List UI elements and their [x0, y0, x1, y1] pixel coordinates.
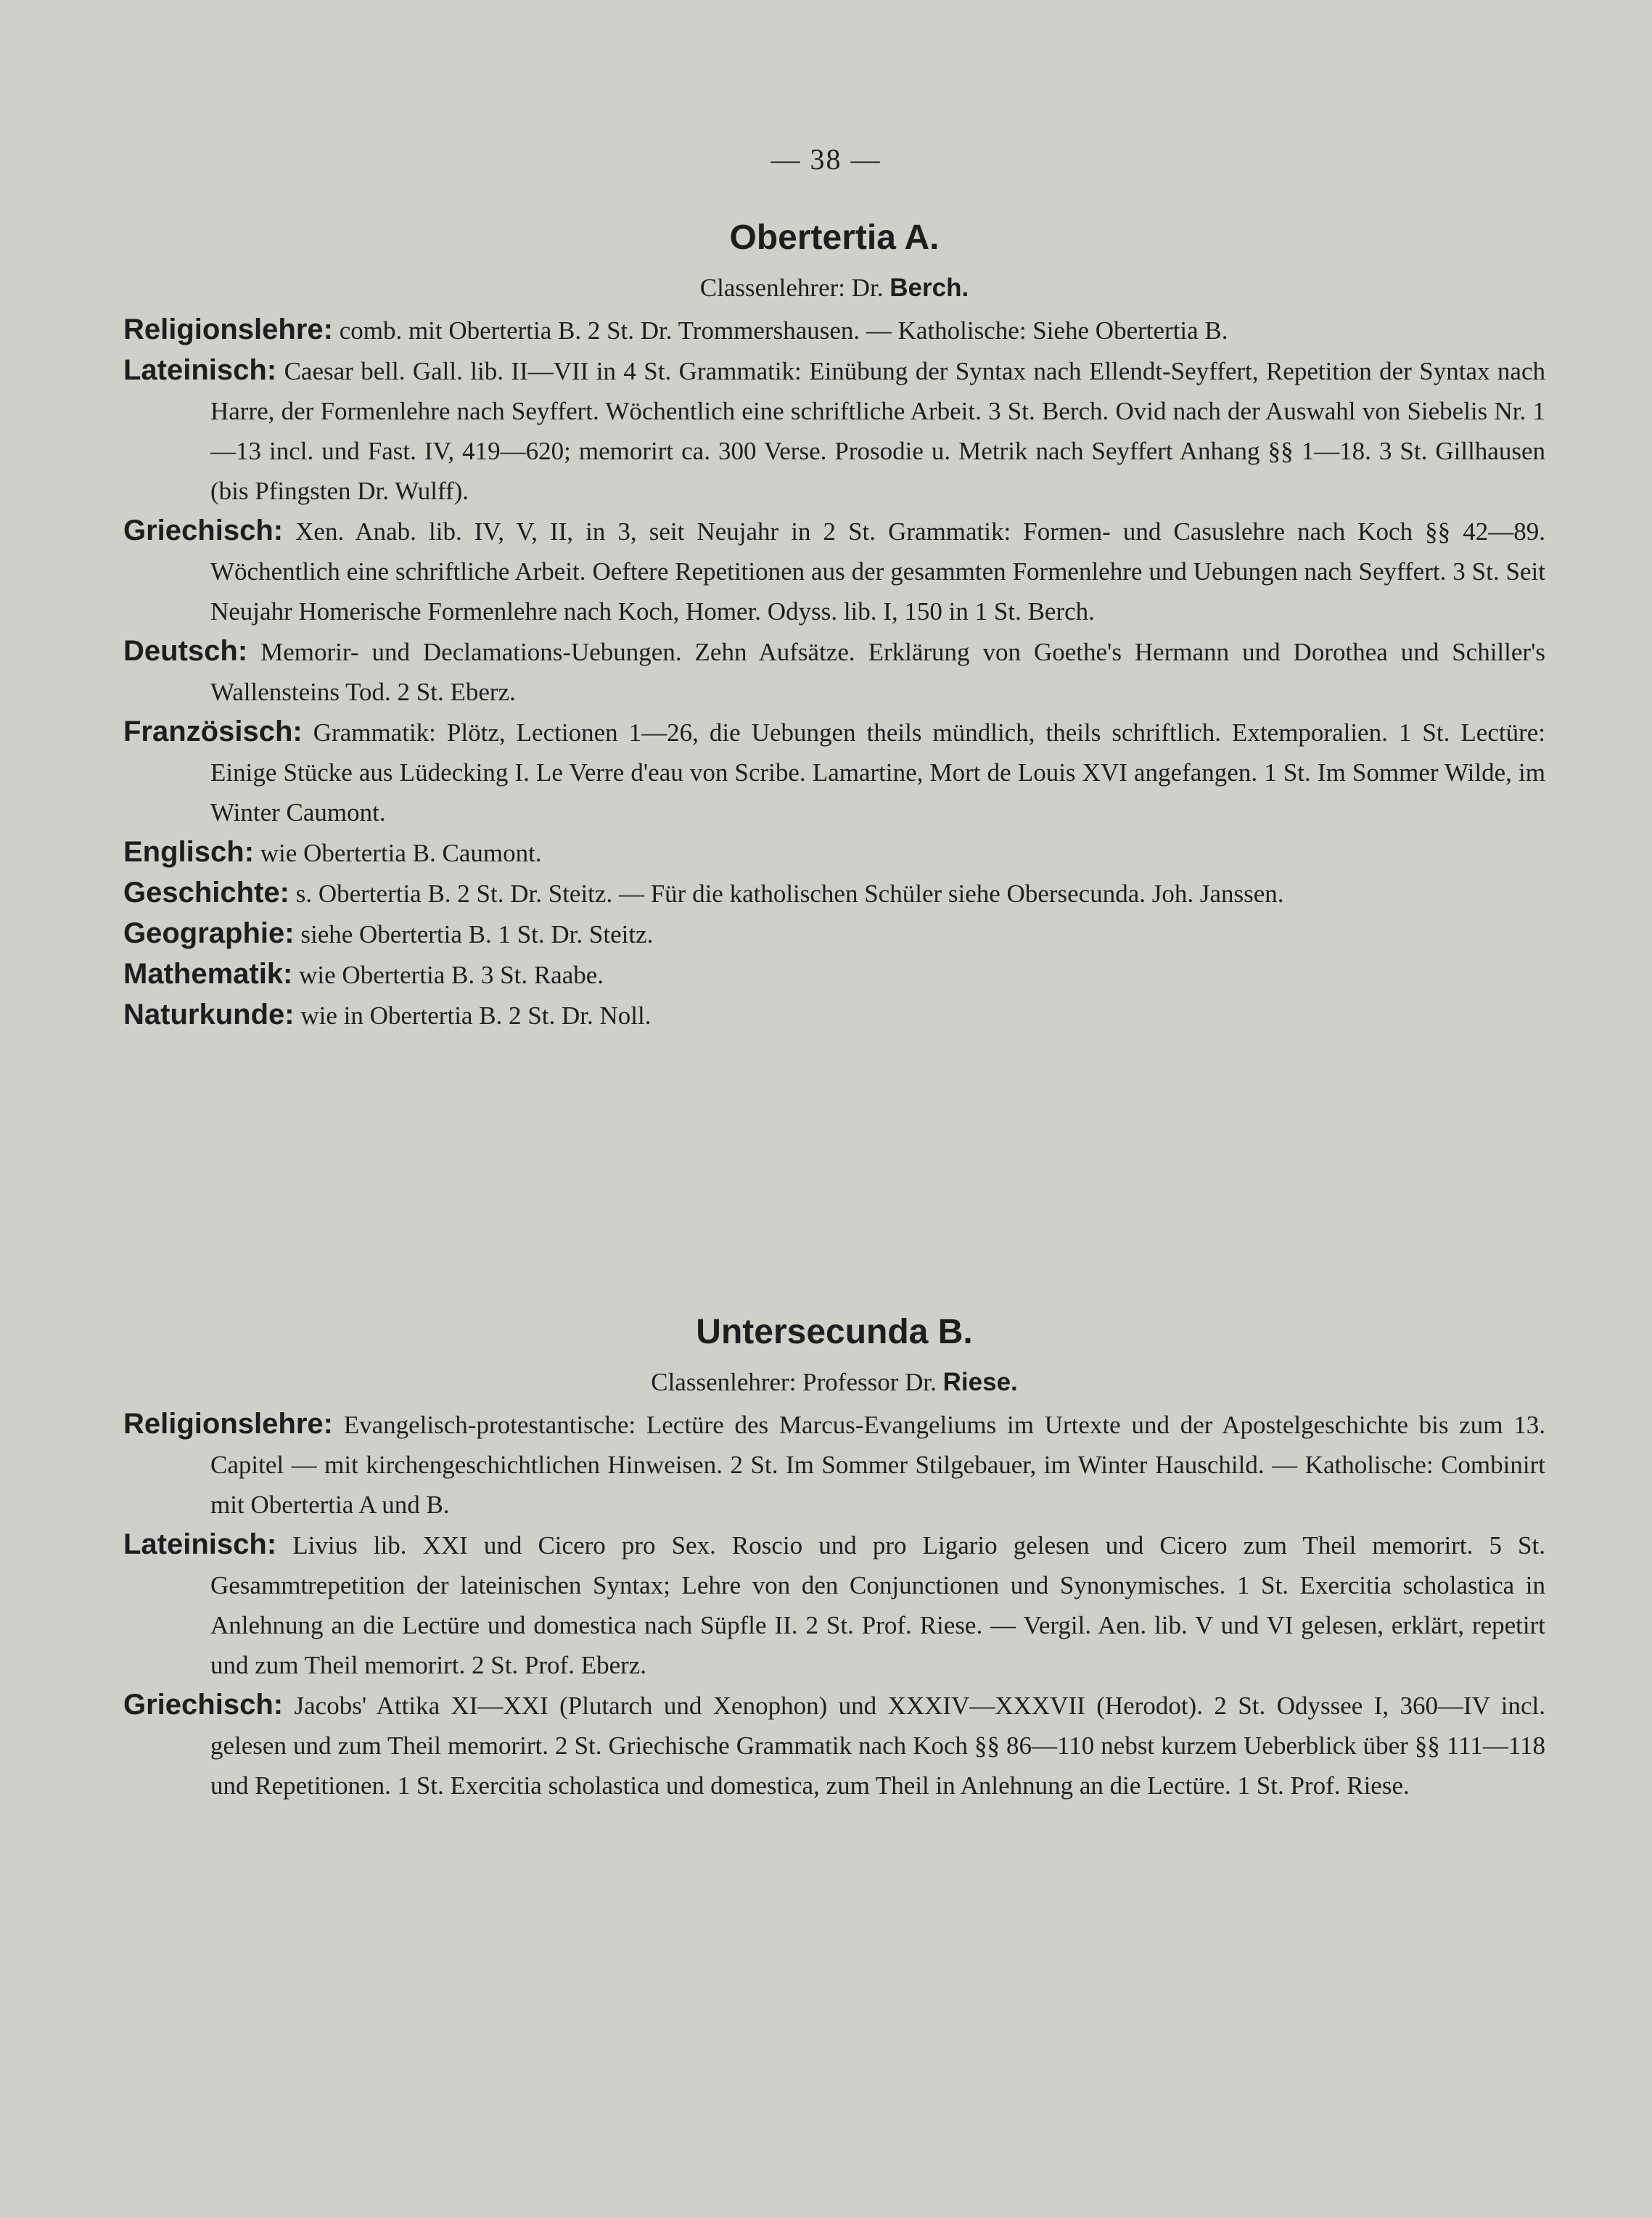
class-teacher-name: Berch.	[889, 274, 969, 302]
subject-heading: Deutsch:	[123, 635, 248, 667]
subject-text: siehe Obertertia B. 1 St. Dr. Steitz.	[300, 920, 654, 948]
subject-entry-naturkunde	[123, 995, 1545, 1036]
subject-entry-griechisch	[123, 1685, 1545, 1806]
subject-entry-geographie	[123, 914, 1545, 954]
subject-heading: Geographie:	[123, 917, 295, 949]
subject-heading: Geschichte:	[123, 877, 289, 909]
subject-text: Evangelisch-protestantische: Lectüre des Marcus-Evangeliums im Urtexte und der Apostelgeschichte bis zum 13. Capitel — mit kirchengeschichtlichen Hinweisen. 2 St. Im Sommer Stilgebauer, im Winter Hauschild. — Katholische: Combinirt mit Obertertia A und B.	[210, 1411, 1546, 1519]
subject-text: comb. mit Obertertia B. 2 St. Dr. Trommershausen. — Katholische: Siehe Obertertia B.	[339, 316, 1228, 345]
subject-entry-religionslehre	[123, 310, 1545, 351]
subject-entry-griechisch	[123, 511, 1545, 631]
class-teacher-line	[123, 1368, 1545, 1397]
section-obertertia-a	[123, 218, 1545, 1036]
subject-entry-lateinisch	[123, 1525, 1545, 1685]
page-number: — 38 —	[770, 143, 882, 176]
subject-text: s. Obertertia B. 2 St. Dr. Steitz. — Für die katholischen Schüler siehe Obersecunda. Joh. Janssen.	[295, 880, 1284, 908]
subject-heading: Naturkunde:	[123, 999, 295, 1030]
section-untersecunda-b	[123, 1312, 1545, 1806]
subject-text: wie Obertertia B. 3 St. Raabe.	[299, 961, 604, 989]
subject-text: Memorir- und Declamations-Uebungen. Zehn Aufsätze. Erklärung von Goethe's Hermann und Dorothea und Schiller's Wallensteins Tod. 2 St. Eberz.	[210, 638, 1545, 706]
subject-text: Xen. Anab. lib. IV, V, II, in 3, seit Neujahr in 2 St. Grammatik: Formen- und Casuslehre nach Koch §§ 42—89. Wöchentlich eine schriftliche Arbeit. Oeftere Repetitionen aus der gesammten Formenlehre und Uebungen nach Seyffert. 3 St. Seit Neujahr Homerische Formenlehre nach Koch, Homer. Odyss. lib. I, 150 in 1 St. Berch.	[210, 517, 1545, 626]
section-title: Obertertia A.	[729, 218, 940, 257]
class-teacher-label: Classenlehrer: Professor Dr.	[651, 1368, 937, 1396]
subject-heading: Lateinisch:	[123, 354, 277, 386]
subject-text: Caesar bell. Gall. lib. II—VII in 4 St. Grammatik: Einübung der Syntax nach Ellendt-Seyffert, Repetition der Syntax nach Harre, der Formenlehre nach Seyffert. Wöchentlich eine schriftliche Arbeit. 3 St. Berch. Ovid nach der Auswahl von Siebelis Nr. 1—13 incl. und Fast. IV, 419—620; memorirt ca. 300 Verse. Prosodie u. Metrik nach Seyffert Anhang §§ 1—18. 3 St. Gillhausen (bis Pfingsten Dr. Wulff).	[210, 357, 1546, 505]
subject-text: Livius lib. XXI und Cicero pro Sex. Roscio und pro Ligario gelesen und Cicero zum Theil memorirt. 5 St. Gesammtrepetition der lateinischen Syntax; Lehre von den Conjunctionen und Synonymisches. 1 St. Exercitia scholastica in Anlehnung an die Lectüre und domestica nach Süpfle II. 2 St. Prof. Riese. — Vergil. Aen. lib. V und VI gelesen, erklärt, repetirt und zum Theil memorirt. 2 St. Prof. Eberz.	[210, 1531, 1545, 1679]
subject-heading: Englisch:	[123, 836, 255, 868]
subject-heading: Religionslehre:	[123, 1408, 333, 1440]
subject-text: Jacobs' Attika XI—XXI (Plutarch und Xenophon) und XXXIV—XXXVII (Herodot). 2 St. Odyssee I, 360—IV incl. gelesen und zum Theil memorirt. 2 St. Griechische Grammatik nach Koch §§ 86—110 nebst kurzem Ueberblick über §§ 111—118 und Repetitionen. 1 St. Exercitia scholastica und domestica, zum Theil in Anlehnung an die Lectüre. 1 St. Prof. Riese.	[210, 1692, 1546, 1800]
subject-entry-lateinisch	[123, 351, 1545, 511]
subject-entry-englisch	[123, 832, 1545, 873]
subject-heading: Griechisch:	[123, 515, 284, 546]
subject-text: wie Obertertia B. Caumont.	[260, 839, 542, 867]
subject-text: wie in Obertertia B. 2 St. Dr. Noll.	[300, 1001, 652, 1030]
subject-entry-geschichte	[123, 873, 1545, 914]
subject-heading: Französisch:	[123, 716, 303, 747]
subject-entry-religionslehre	[123, 1404, 1545, 1525]
subject-heading: Lateinisch:	[123, 1528, 277, 1560]
subject-heading: Mathematik:	[123, 958, 293, 990]
subject-heading: Religionslehre:	[123, 314, 333, 345]
subject-heading: Griechisch:	[123, 1689, 284, 1721]
section-title: Untersecunda B.	[696, 1313, 973, 1351]
class-teacher-label: Classenlehrer: Dr.	[699, 274, 884, 302]
subject-text: Grammatik: Plötz, Lectionen 1—26, die Uebungen theils mündlich, theils schriftlich. Extemporalien. 1 St. Lectüre: Einige Stücke aus Lüdecking I. Le Verre d'eau von Scribe. Lamartine, Mort de Louis XVI angefangen. 1 St. Im Sommer Wilde, im Winter Caumont.	[210, 718, 1545, 827]
subject-entry-mathematik	[123, 954, 1545, 995]
class-teacher-name: Riese.	[942, 1368, 1018, 1396]
subject-entry-franzoesisch	[123, 712, 1545, 832]
class-teacher-line	[123, 274, 1545, 303]
subject-entry-deutsch	[123, 631, 1545, 712]
